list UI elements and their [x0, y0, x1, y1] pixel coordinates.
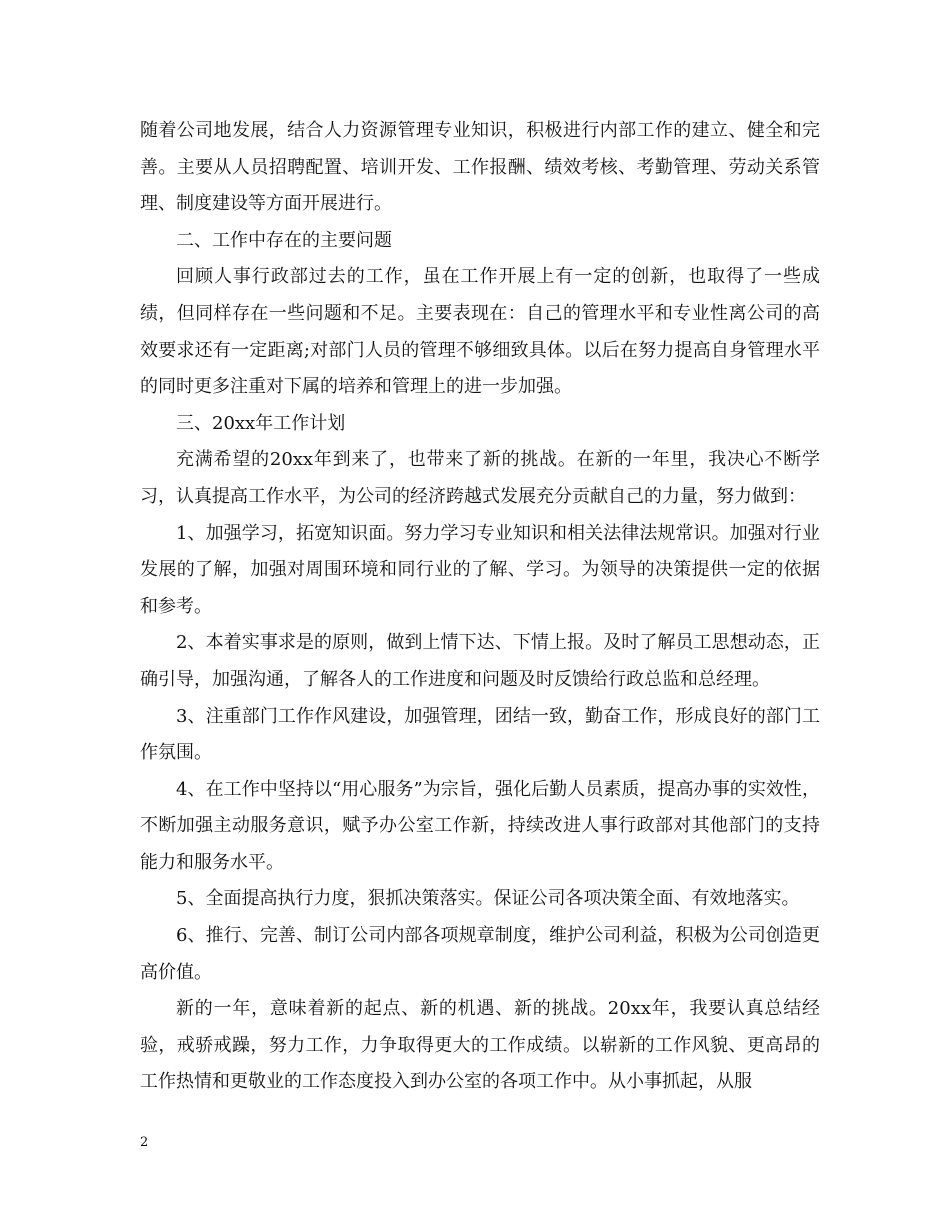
paragraph-intro-continued: 随着公司地发展，结合人力资源管理专业知识，积极进行内部工作的建立、健全和完善。主要从人员招聘配置、培训开发、工作报酬、绩效考核、考勤管理、劳动关系管理、制度建设等方面开展进行。	[140, 120, 820, 215]
section-heading-plan: 三、20xx年工作计划	[176, 412, 346, 434]
plan-item-6: 6、推行、完善、制订公司内部各项规章制度，维护公司利益，积极为公司创造更高价值。	[140, 925, 820, 983]
document-body	[140, 113, 820, 1101]
plan-item-1: 1、加强学习，拓宽知识面。努力学习专业知识和相关法律法规常识。加强对行业发展的了解，加强对周围环境和同行业的了解、学习。为领导的决策提供一定的依据和参考。	[140, 522, 820, 617]
paragraph-plan-intro: 充满希望的20xx年到来了，也带来了新的挑战。在新的一年里，我决心不断学习，认真提高工作水平，为公司的经济跨越式发展充分贡献自己的力量，努力做到：	[140, 449, 820, 507]
section-heading-problems: 二、工作中存在的主要问题	[176, 229, 392, 251]
page-number: 2	[140, 1135, 149, 1150]
plan-item-5: 5、全面提高执行力度，狠抓决策落实。保证公司各项决策全面、有效地落实。	[176, 888, 800, 910]
plan-item-2: 2、本着实事求是的原则，做到上情下达、下情上报。及时了解员工思想动态，正确引导，加强沟通，了解各人的工作进度和问题及时反馈给行政总监和总经理。	[140, 632, 820, 690]
plan-item-3: 3、注重部门工作作风建设，加强管理，团结一致，勤奋工作，形成良好的部门工作氛围。	[140, 705, 820, 764]
paragraph-problems: 回顾人事行政部过去的工作，虽在工作开展上有一定的创新，也取得了一些成绩，但同样存在一些问题和不足。主要表现在：自己的管理水平和专业性离公司的高效要求还有一定距离;对部门人员的管理不够细致具体。以后在努力提高自身管理水平的同时更多注重对下属的培养和管理上的进一步加强。	[140, 266, 820, 398]
plan-item-4: 4、在工作中坚持以“用心服务”为宗旨，强化后勤人员素质，提高办事的实效性，不断加强主动服务意识，赋予办公室工作新，持续改进人事行政部对其他部门的支持能力和服务水平。	[140, 778, 820, 873]
paragraph-conclusion: 新的一年，意味着新的起点、新的机遇、新的挑战。20xx年，我要认真总结经验，戒骄戒躁，努力工作，力争取得更大的工作成绩。以崭新的工作风貌、更高昂的工作热情和更敬业的工作态度投入到办公室的各项工作中。从小事抓起，从服	[140, 998, 820, 1093]
